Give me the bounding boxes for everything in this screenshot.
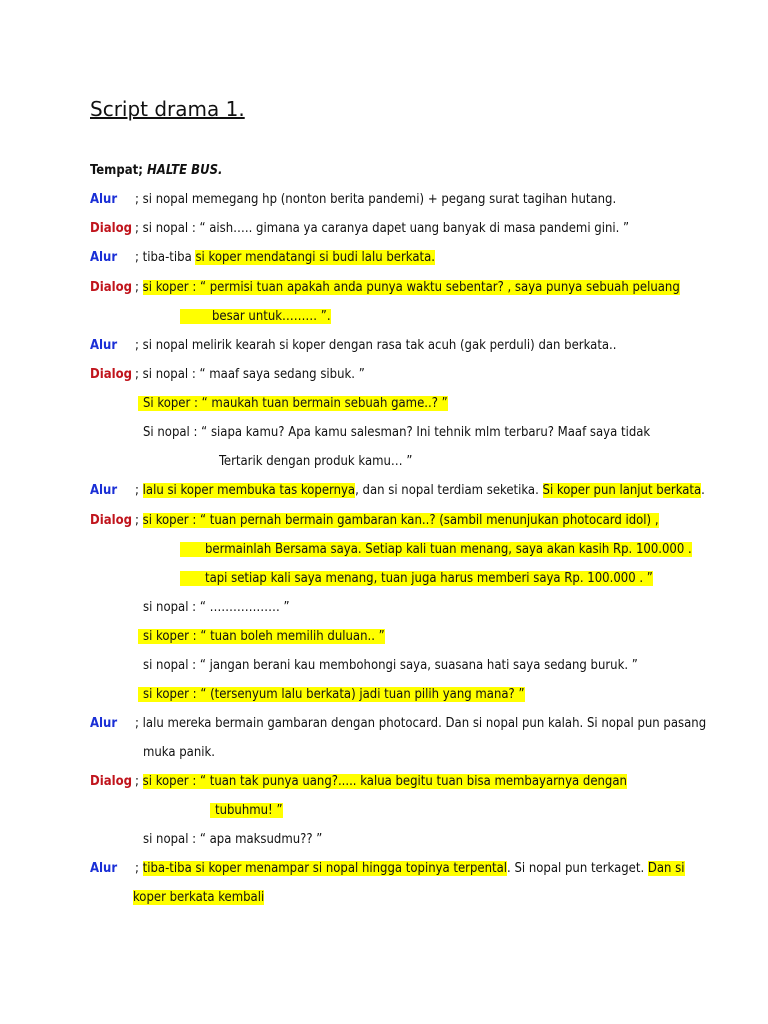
script-line [138,686,525,704]
script-line [135,512,659,530]
highlighted-text: lalu si koper membuka tas kopernya [142,483,356,498]
highlighted-text: si koper : “ tuan boleh memilih duluan.. ” [138,629,385,644]
script-line: si nopal : “ apa maksudmu?? ” [143,832,323,847]
alur-label: Alur [90,250,118,265]
script-line: ; lalu mereka bermain gambaran dengan photocard. Dan si nopal pun kalah. Si nopal pun pasang [135,716,707,731]
script-line: muka panik. [143,745,215,760]
highlighted-text: si koper : “ (tersenyum lalu berkata) jadi tuan pilih yang mana? ” [138,687,525,702]
script-text: ; [135,861,143,876]
dialog-label: Dialog [90,280,133,295]
dialog-label: Dialog [90,367,133,382]
setting-line [90,162,222,180]
script-text: ; [135,483,143,498]
highlighted-text: si koper : “ permisi tuan apakah anda punya waktu sebentar? , saya punya sebuah peluang [142,280,680,295]
script-line [135,860,685,878]
script-line: Tertarik dengan produk kamu… ” [219,454,413,469]
script-line [133,889,264,907]
highlighted-text: Si koper : “ maukah tuan bermain sebuah game..? ” [138,396,448,411]
script-line: ; si nopal : “ aish….. gimana ya caranya dapet uang banyak di masa pandemi gini. ” [135,221,630,236]
highlighted-text: tubuhmu! ” [210,803,283,818]
script-line [135,249,435,267]
highlighted-text: tapi setiap kali saya menang, tuan juga harus memberi saya Rp. 100.000 . ” [180,571,653,586]
script-line [135,279,680,297]
script-line [135,482,705,500]
highlighted-text: koper berkata kembali [133,890,265,905]
highlighted-text: tiba-tiba si koper menampar si nopal hingga topinya terpental [142,861,508,876]
dialog-label: Dialog [90,513,133,528]
script-line [180,541,692,559]
script-line: si nopal : “ jangan berani kau membohongi saya, suasana hati saya sedang buruk. ” [143,658,638,673]
script-line [180,308,331,326]
script-line: si nopal : “ ……………… ” [143,600,290,615]
script-line [180,570,653,588]
script-text: ; [135,513,143,528]
script-text: ; tiba-tiba [135,250,196,265]
alur-label: Alur [90,338,118,353]
alur-label: Alur [90,861,118,876]
script-line [210,802,283,820]
highlighted-text: si koper mendatangi si budi lalu berkata. [195,250,435,265]
page-title: Script drama 1. [90,97,245,121]
alur-label: Alur [90,483,118,498]
alur-label: Alur [90,716,118,731]
dialog-label: Dialog [90,774,133,789]
script-line: ; si nopal melirik kearah si koper dengan rasa tak acuh (gak perduli) dan berkata.. [135,338,617,353]
highlighted-text: si koper : “ tuan pernah bermain gambaran kan..? (sambil menunjukan photocard idol) , [142,513,659,528]
script-line: Si nopal : “ siapa kamu? Apa kamu salesman? Ini tehnik mlm terbaru? Maaf saya tidak [143,425,651,440]
setting-label: Tempat; [90,163,147,178]
script-text: . Si nopal pun terkaget. [507,861,648,876]
script-line [138,395,448,413]
script-text: ; [135,774,143,789]
setting-value: HALTE BUS. [146,163,223,178]
alur-label: Alur [90,192,118,207]
highlighted-text: besar untuk……… ”. [180,309,331,324]
dialog-label: Dialog [90,221,133,236]
script-text: . [701,483,705,498]
script-text: , dan si nopal terdiam seketika. [355,483,543,498]
script-line: ; si nopal : “ maaf saya sedang sibuk. ” [135,367,365,382]
script-text: ; [135,280,143,295]
highlighted-text: Dan si [647,861,685,876]
script-line: ; si nopal memegang hp (nonton berita pandemi) + pegang surat tagihan hutang. [135,192,617,207]
highlighted-text: bermainlah Bersama saya. Setiap kali tuan menang, saya akan kasih Rp. 100.000 . [180,542,692,557]
script-line [135,773,627,791]
highlighted-text: si koper : “ tuan tak punya uang?..... kalua begitu tuan bisa membayarnya dengan [142,774,627,789]
highlighted-text: Si koper pun lanjut berkata [542,483,702,498]
script-line [138,628,385,646]
